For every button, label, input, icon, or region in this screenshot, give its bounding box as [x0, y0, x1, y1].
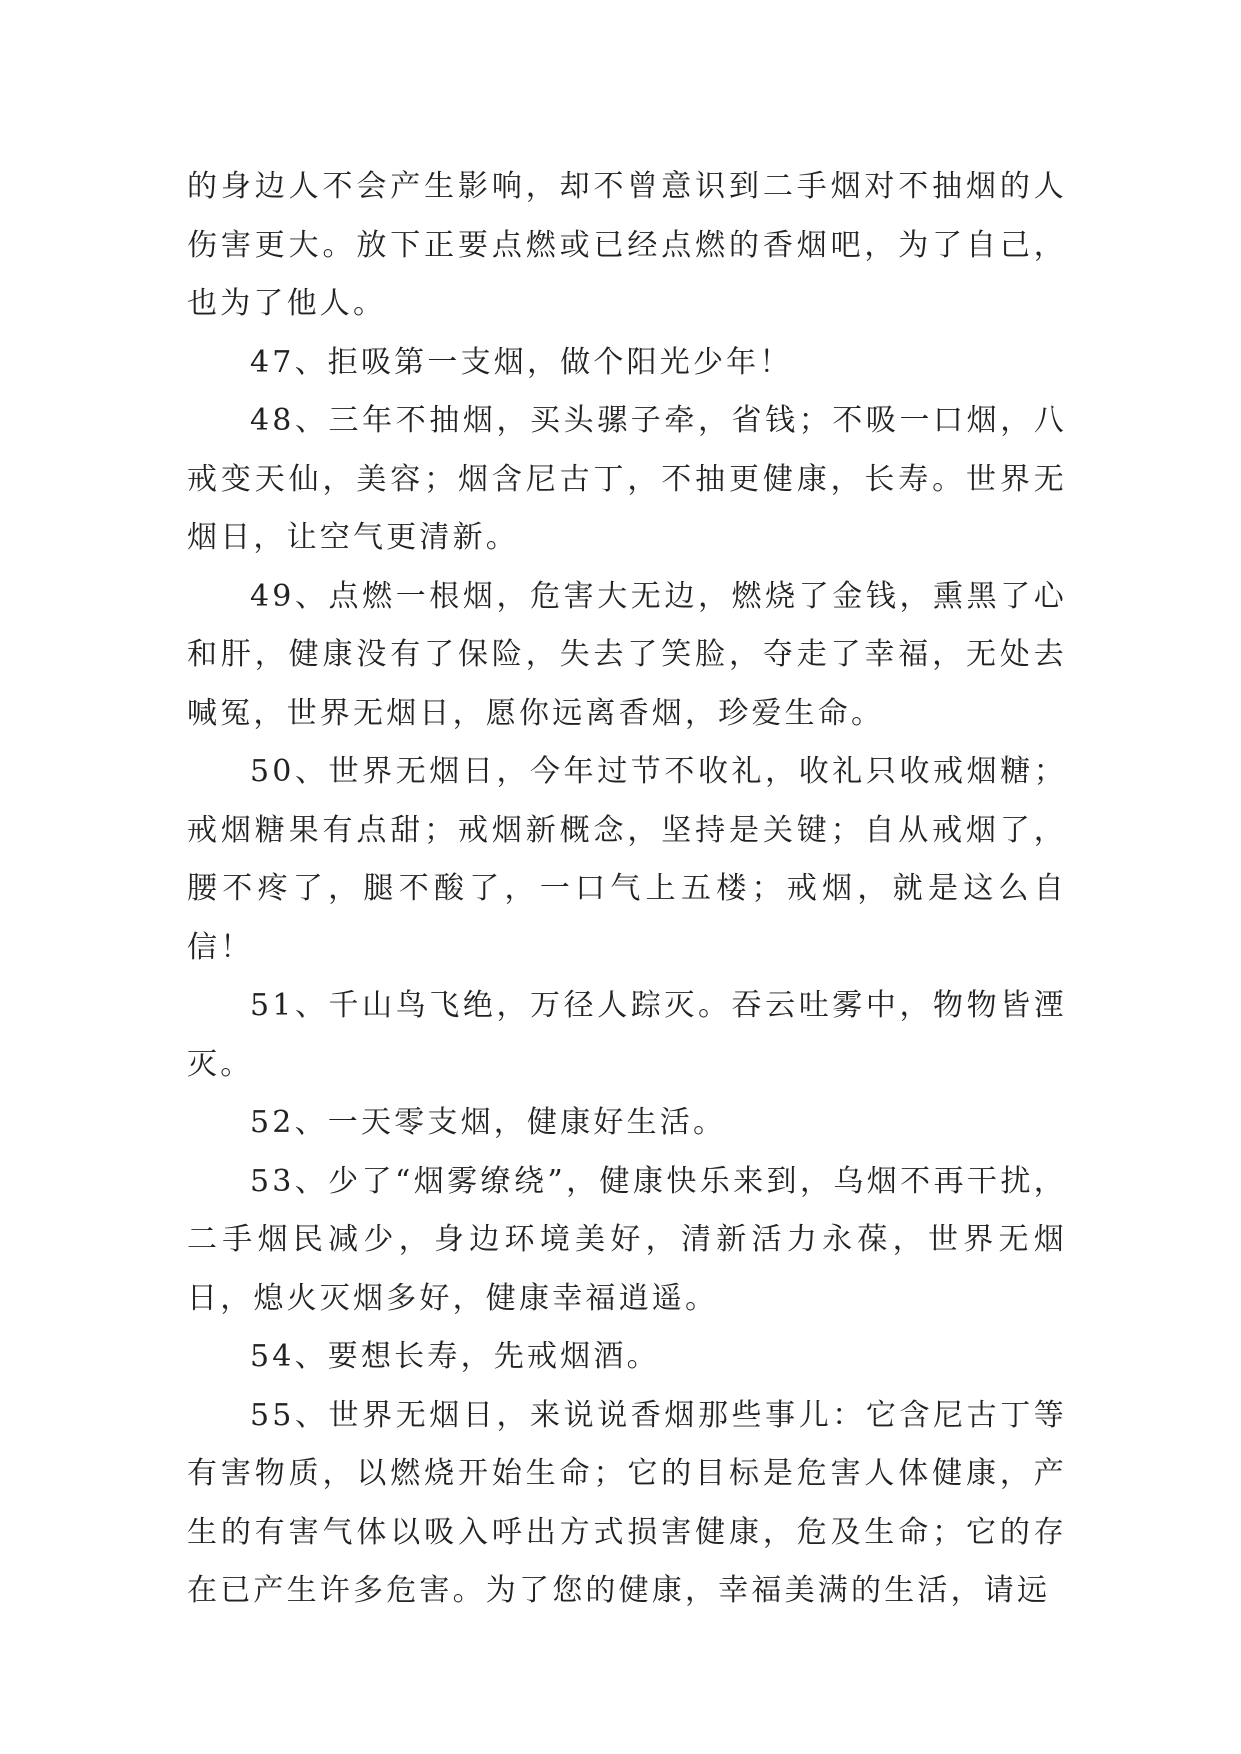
paragraph-continuation: 的身边人不会产生影响，却不曾意识到二手烟对不抽烟的人伤害更大。放下正要点燃或已经点燃的香烟吧，为了自己，也为了他人。	[187, 169, 1067, 321]
paragraph-54: 54、要想长寿，先戒烟酒。	[250, 1339, 660, 1374]
paragraph-52: 52、一天零支烟，健康好生活。	[250, 1105, 727, 1140]
document-body	[187, 158, 1067, 1621]
paragraph-55: 55、世界无烟日，来说说香烟那些事儿：它含尼古丁等有害物质，以燃烧开始生命；它的目标是危害人体健康，产生的有害气体以吸入呼出方式损害健康，危及生命；它的存在已产生许多危害。为了您的健康，幸福美满的生活，请远	[187, 1397, 1067, 1608]
paragraph-53: 53、少了“烟雾缭绕”，健康快乐来到，乌烟不再干扰，二手烟民减少，身边环境美好，清新活力永葆，世界无烟日，熄火灭烟多好，健康幸福逍遥。	[187, 1163, 1067, 1316]
paragraph-50: 50、世界无烟日，今年过节不收礼，收礼只收戒烟糖；戒烟糖果有点甜；戒烟新概念，坚持是关键；自从戒烟了，腰不疼了，腿不酸了，一口气上五楼；戒烟，就是这么自信！	[187, 754, 1067, 965]
paragraph-47: 47、拒吸第一支烟，做个阳光少年！	[250, 344, 793, 380]
paragraph-51: 51、千山鸟飞绝，万径人踪灭。吞云吐雾中，物物皆湮灭。	[187, 988, 1067, 1082]
paragraph-48: 48、三年不抽烟，买头骡子牵，省钱；不吸一口烟，八戒变天仙，美容；烟含尼古丁，不抽更健康，长寿。世界无烟日，让空气更清新。	[187, 403, 1067, 555]
paragraph-49: 49、点燃一根烟，危害大无边，燃烧了金钱，熏黑了心和肝，健康没有了保险，失去了笑脸，夺走了幸福，无处去喊冤，世界无烟日，愿你远离香烟，珍爱生命。	[187, 578, 1067, 731]
